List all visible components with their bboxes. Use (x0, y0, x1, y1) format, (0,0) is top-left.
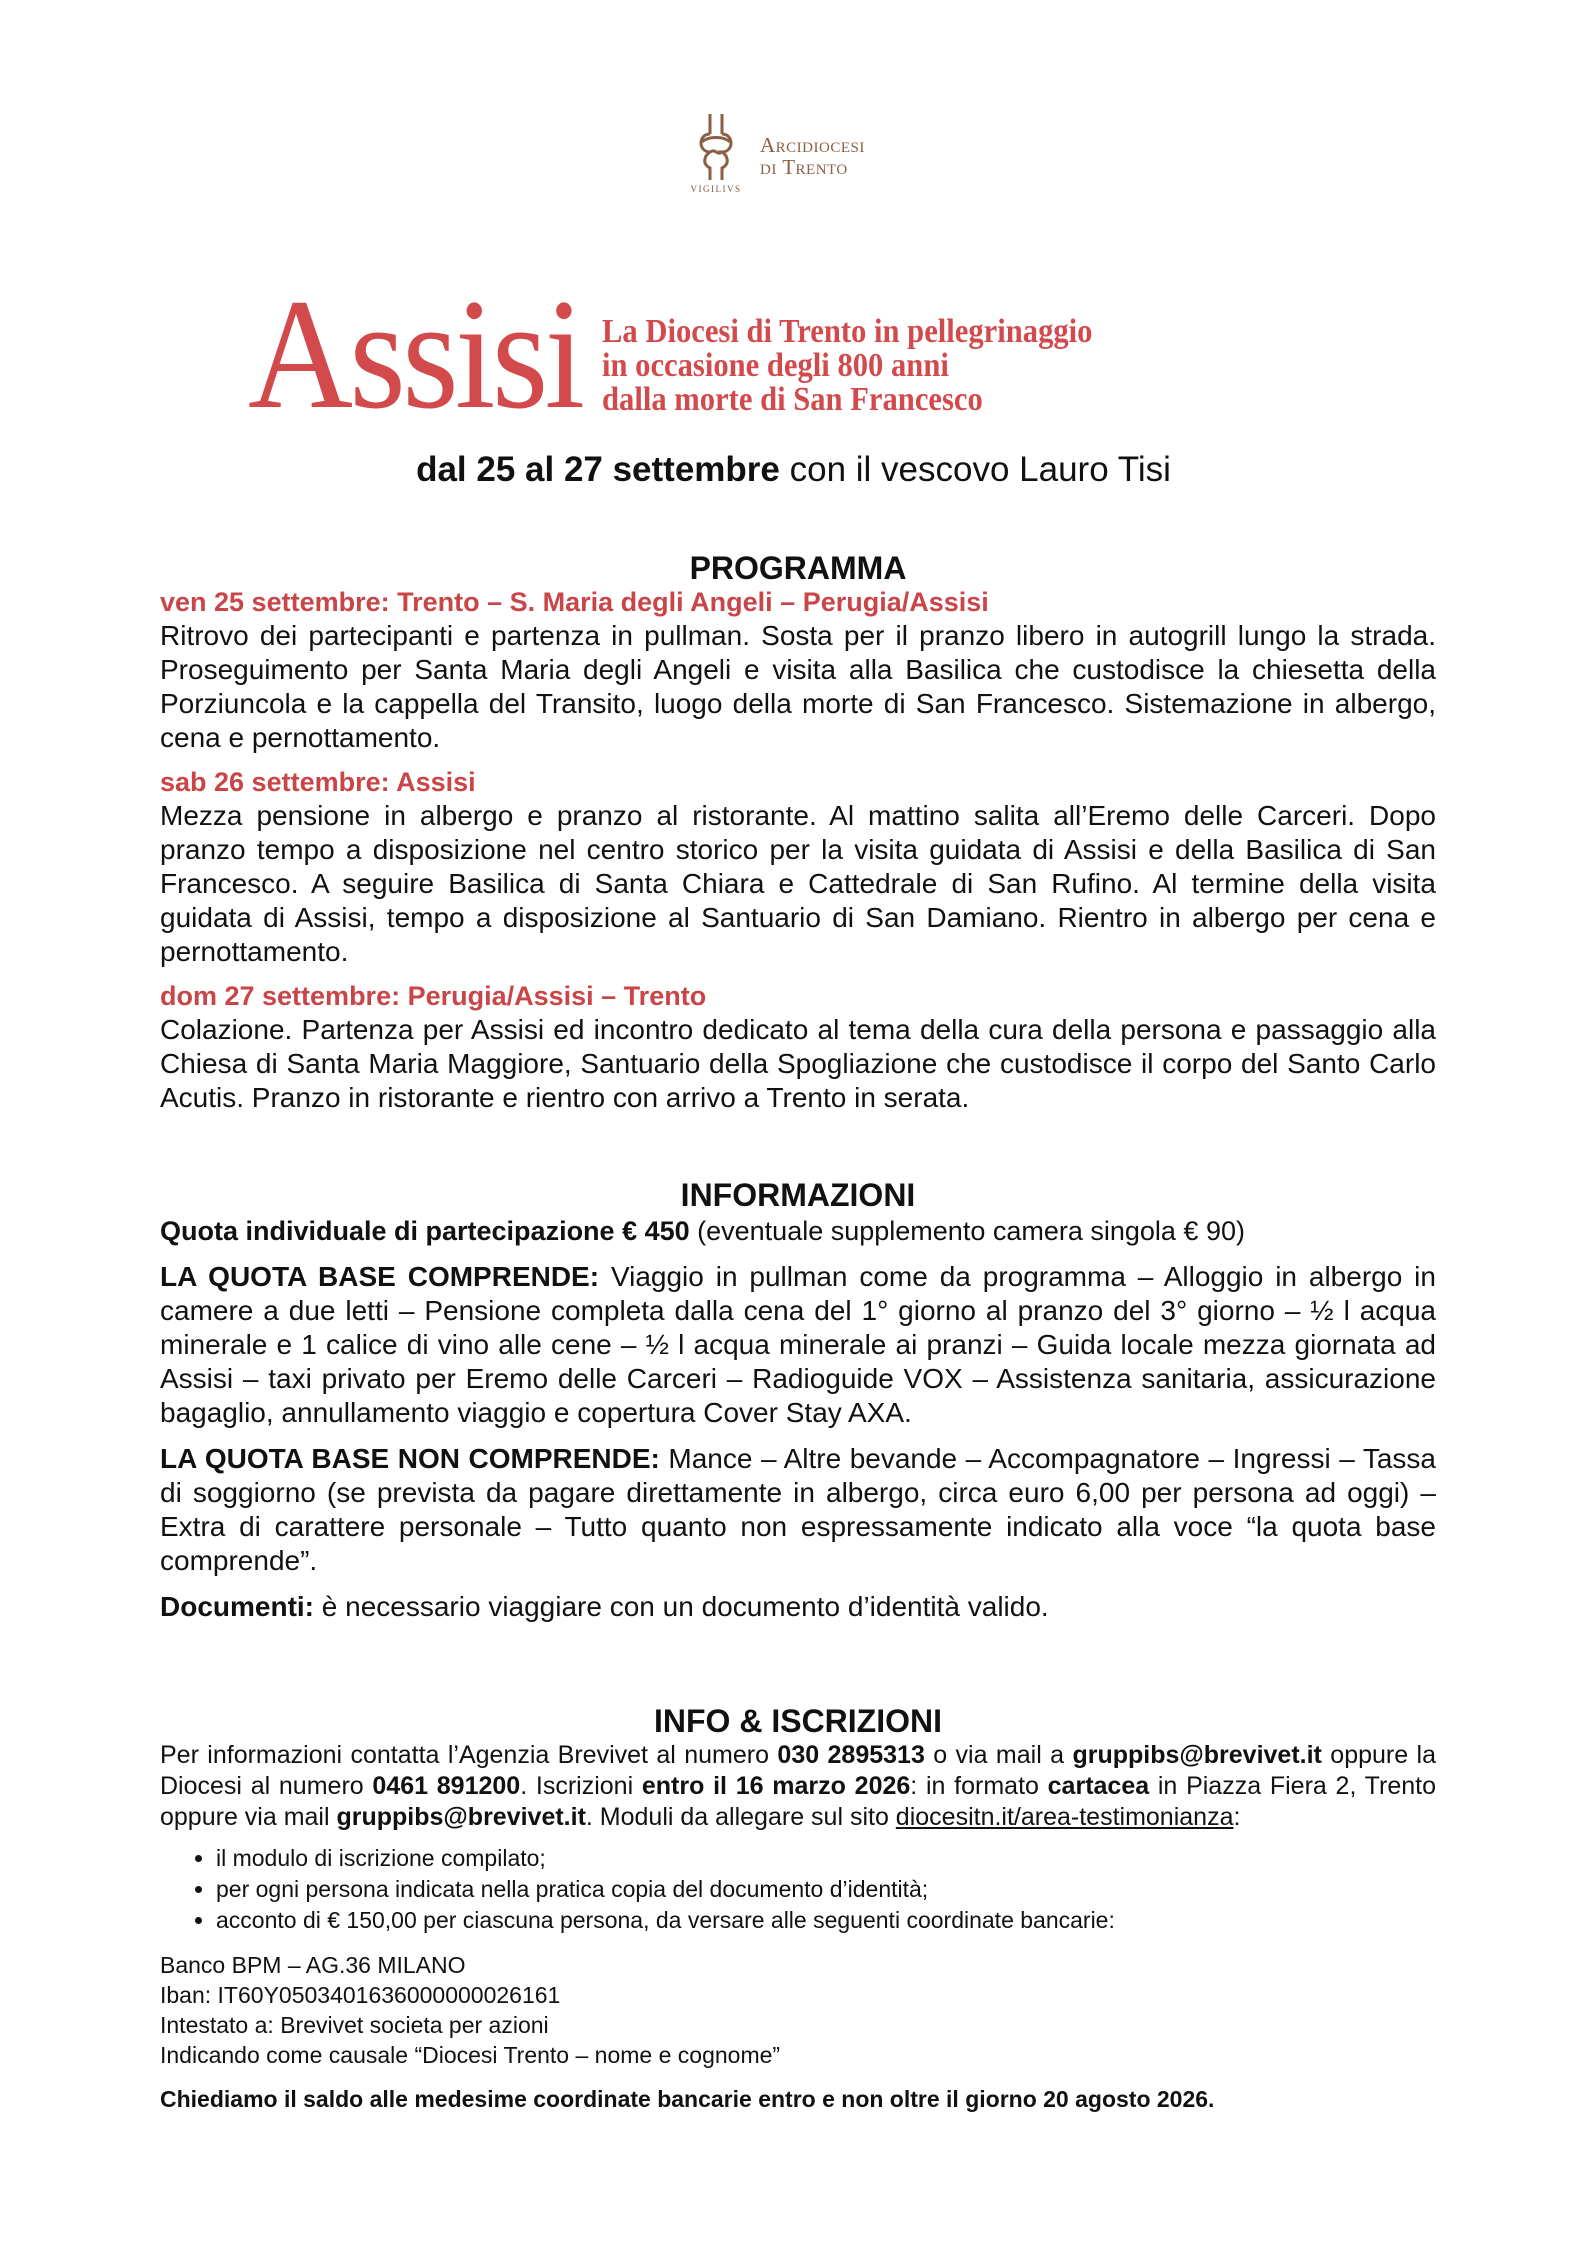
day-description: Ritrovo dei partecipanti e partenza in pullman. Sosta per il pranzo libero in autogrill lungo la strada. Proseguimento per Santa Maria degli Angeli e visita alla Basilica che custodisce la chiesetta della Porziuncola e la cappella del Transito, luogo della morte di San Francesco. Sistemazione in albergo, cena e pernottamento. (160, 620, 1436, 753)
logo-line1: Arcidiocesi (760, 133, 865, 157)
quota-amount: Quota individuale di partecipazione € 450 (160, 1216, 690, 1246)
bank-holder: Intestato a: Brevivet societa per azioni (160, 2012, 549, 2038)
logo-caption: VIGILIVS (690, 184, 742, 194)
logo-line2: di Trento (760, 155, 848, 179)
dates-rest: con il vescovo Lauro Tisi (779, 450, 1171, 489)
day-title: dom 27 settembre: Perugia/Assisi – Trento (160, 981, 707, 1011)
registration-deadline: entro il 16 marzo 2026 (641, 1772, 911, 1800)
page-title: Assisi (248, 267, 582, 442)
list-item: • per ogni persona indicata nella pratica copia del documento d’identità; (216, 1874, 1436, 1905)
logo-text (760, 134, 865, 178)
list-item: • acconto di € 150,00 per ciascuna persona, da versare alle seguenti coordinate bancarie: (216, 1905, 1436, 1936)
iscrizioni-paragraph (160, 1740, 1436, 1833)
comprende-text: Viaggio in pullman come da programma – Alloggio in albergo in camere a due letti – Pensione completa dalla cena del 1° giorno al pranzo del 3° giorno – ½ l acqua minerale e 1 calice di vino alle cene – ½ l acqua minerale ai pranzi – Guida locale mezza giornata ad Assisi – taxi privato per Eremo delle Carceri – Radioguide VOX – Assistenza sanitaria, assicurazione bagaglio, annullamento viaggio e copertura Cover Stay AXA. (160, 1261, 1436, 1428)
subtitle-line: dalla morte di San Francesco (602, 381, 984, 418)
website-link[interactable]: diocesitn.it/area-testimonianza (895, 1803, 1234, 1831)
final-note: Chiediamo il saldo alle medesime coordinate bancarie entro e non oltre il giorno 20 agosto 2026. (160, 2086, 1215, 2112)
comprende-label: LA QUOTA BASE COMPRENDE: (160, 1261, 600, 1292)
documenti-text: è necessario viaggiare con un documento d’identità valido. (314, 1591, 1049, 1622)
archdiocese-logo (690, 112, 865, 194)
iscrizioni-section (160, 1703, 1436, 2114)
day-description: Colazione. Partenza per Assisi ed incontro dedicato al tema della cura della persona e passaggio alla Chiesa di Santa Maria Maggiore, Santuario della Spogliazione che custodisce il corpo del Santo Carlo Acutis. Pranzo in ristorante e rientro con arrivo a Trento in serata. (160, 1014, 1436, 1113)
subtitle (602, 315, 1092, 417)
requirements-list (160, 1843, 1436, 1936)
bank-iban: Iban: IT60Y0503401636000000026161 (160, 1982, 561, 2008)
subtitle-line: in occasione degli 800 anni (602, 347, 950, 384)
programma-section (160, 550, 1436, 1115)
programma-heading: PROGRAMMA (689, 550, 907, 586)
subtitle-line: La Diocesi di Trento in pellegrinaggio (602, 313, 1093, 350)
informazioni-heading: INFORMAZIONI (680, 1177, 916, 1213)
event-dates (0, 450, 1587, 490)
quota-supplement: (eventuale supplemento camera singola € 90) (689, 1216, 1245, 1246)
format-type: cartacea (1047, 1772, 1150, 1800)
comprende-paragraph (160, 1260, 1436, 1430)
registration-email[interactable]: gruppibs@brevivet.it (336, 1803, 586, 1831)
bank-reference: Indicando come causale “Diocesi Trento – nome e cognome” (160, 2042, 781, 2068)
bank-details (160, 1950, 1436, 2070)
diocese-phone: 0461 891200 (372, 1772, 521, 1800)
non-comprende-paragraph (160, 1442, 1436, 1578)
dates-bold: dal 25 al 27 settembre (416, 450, 780, 489)
text: : in formato (910, 1772, 1048, 1800)
text: o via mail a (924, 1741, 1073, 1769)
title-block (248, 267, 1147, 442)
documenti-paragraph (160, 1590, 1436, 1624)
vigilius-emblem-icon (690, 112, 742, 194)
non-comprende-text: Mance – Altre bevande – Accompagnatore – Ingressi – Tassa di soggiorno (se prevista da pagare direttamente in albergo, circa euro 6,00 per persona ad oggi) – Extra di carattere personale – Tutto quanto non espressamente indicato alla voce “la quota base comprende”. (160, 1443, 1436, 1576)
quota-line (160, 1214, 1436, 1248)
list-item: • il modulo di iscrizione compilato; (216, 1843, 1436, 1874)
agency-phone: 030 2895313 (777, 1741, 925, 1769)
documenti-label: Documenti: (160, 1591, 314, 1622)
day-title: sab 26 settembre: Assisi (160, 767, 476, 797)
text: . Iscrizioni (520, 1772, 642, 1800)
text: oppure la Diocesi al numero (160, 1741, 1436, 1800)
non-comprende-label: LA QUOTA BASE NON COMPRENDE: (160, 1443, 660, 1474)
text: in Piazza Fiera 2, Trento oppure via mail (160, 1772, 1437, 1831)
text: : (1233, 1803, 1241, 1831)
bank-name: Banco BPM – AG.36 MILANO (160, 1952, 466, 1978)
text: . Moduli da allegare sul sito (585, 1803, 896, 1831)
day-title: ven 25 settembre: Trento – S. Maria degli Angeli – Perugia/Assisi (160, 587, 989, 617)
informazioni-section (160, 1177, 1436, 1624)
day-description: Mezza pensione in albergo e pranzo al ristorante. Al mattino salita all’Eremo delle Carceri. Dopo pranzo tempo a disposizione nel centro storico per la visita guidata di Assisi e della Basilica di San Francesco. A seguire Basilica di Santa Chiara e Cattedrale di San Rufino. Al termine della visita guidata di Assisi, tempo a disposizione al Santuario di San Damiano. Rientro in albergo per cena e pernottamento. (160, 800, 1436, 967)
iscrizioni-heading: INFO & ISCRIZIONI (654, 1703, 942, 1739)
text: Per informazioni contatta l’Agenzia Brevivet al numero (160, 1741, 778, 1769)
agency-email[interactable]: gruppibs@brevivet.it (1072, 1741, 1322, 1769)
